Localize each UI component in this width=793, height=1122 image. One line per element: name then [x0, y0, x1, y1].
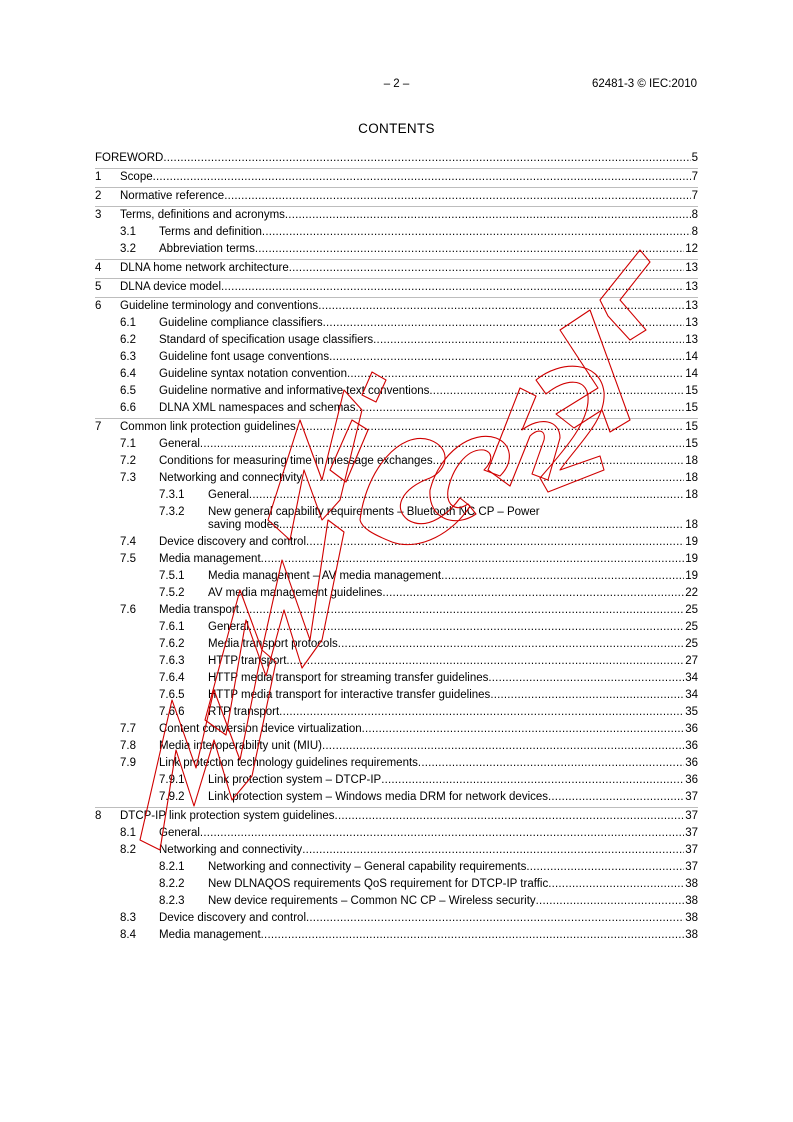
toc-entry-number: 7.5.2 — [159, 587, 185, 599]
toc-leader-dots — [338, 636, 684, 653]
toc-leader-dots — [362, 721, 685, 738]
toc-leader-dots — [355, 400, 684, 417]
toc-entry-number: 7.6.4 — [159, 672, 185, 684]
table-of-contents — [95, 150, 698, 944]
toc-leader-dots — [488, 670, 684, 687]
toc-entry-page: 37 — [685, 844, 698, 856]
toc-leader-dots — [302, 842, 684, 859]
toc-leader-dots — [296, 419, 684, 436]
toc-entry-page: 13 — [685, 334, 698, 346]
toc-leader-dots — [289, 260, 684, 277]
toc-entry-title: Scope — [120, 171, 153, 183]
toc-entry-title: FOREWORD — [95, 152, 164, 164]
toc-entry-page: 7 — [691, 171, 698, 183]
toc-entry-title: General — [208, 621, 249, 633]
toc-entry-page: 8 — [691, 226, 698, 238]
toc-entry[interactable] — [95, 738, 698, 755]
toc-entry-title: Guideline normative and informative text conventions — [159, 385, 430, 397]
toc-entry-page: 25 — [685, 604, 698, 616]
toc-leader-dots — [418, 755, 684, 772]
toc-entry-number: 8.2.1 — [159, 861, 185, 873]
toc-entry-title: Common link protection guidelines — [120, 421, 296, 433]
toc-entry-page: 18 — [685, 455, 698, 467]
toc-entry-number: 7.6.1 — [159, 621, 185, 633]
toc-entry-title: Media transport — [159, 604, 239, 616]
toc-entry-number: 8 — [95, 810, 102, 822]
toc-entry-number: 7.1 — [120, 438, 136, 450]
toc-entry[interactable] — [95, 400, 698, 417]
toc-entry-number: 3.1 — [120, 226, 136, 238]
toc-entry-number: 7.4 — [120, 536, 136, 548]
toc-entry[interactable] — [95, 534, 698, 551]
toc-leader-dots — [262, 224, 691, 241]
toc-leader-dots — [249, 487, 684, 504]
toc-entry[interactable] — [95, 419, 698, 436]
toc-leader-dots — [441, 568, 684, 585]
toc-entry[interactable] — [95, 241, 698, 258]
toc-entry-page: 22 — [685, 587, 698, 599]
toc-entry-title: Media interoperability unit (MIU) — [159, 740, 322, 752]
toc-entry-title: New DLNAQOS requirements QoS requirement for DTCP-IP traffic — [208, 878, 549, 890]
toc-entry[interactable] — [95, 859, 698, 876]
toc-entry-number: 6.3 — [120, 351, 136, 363]
toc-entry-title: HTTP media transport for streaming transfer guidelines — [208, 672, 489, 684]
toc-entry[interactable] — [95, 653, 698, 670]
toc-entry-page: 15 — [685, 421, 698, 433]
toc-entry-title: Guideline syntax notation convention — [159, 368, 347, 380]
toc-entry-title: Media management — [159, 929, 261, 941]
toc-entry-title: RTP transport — [208, 706, 280, 718]
toc-leader-dots — [347, 366, 684, 383]
toc-entry[interactable] — [95, 619, 698, 636]
toc-entry[interactable] — [95, 910, 698, 927]
toc-entry-title: Terms and definition — [159, 226, 262, 238]
toc-entry-page: 38 — [685, 895, 698, 907]
toc-entry-title: AV media management guidelines — [208, 587, 383, 599]
toc-entry-page: 37 — [685, 827, 698, 839]
toc-leader-dots — [239, 602, 684, 619]
toc-entry-title: Standard of specification usage classifiers — [159, 334, 374, 346]
toc-entry-number: 8.1 — [120, 827, 136, 839]
toc-entry[interactable] — [95, 687, 698, 704]
toc-entry-number: 7.3 — [120, 472, 136, 484]
toc-entry-number: 3.2 — [120, 243, 136, 255]
toc-leader-dots — [163, 150, 690, 167]
toc-entry[interactable] — [95, 279, 698, 296]
toc-entry[interactable] — [95, 504, 698, 534]
toc-entry-page: 36 — [685, 757, 698, 769]
toc-entry[interactable] — [95, 876, 698, 893]
toc-entry-page: 7 — [691, 190, 698, 202]
toc-entry-page: 19 — [685, 570, 698, 582]
toc-entry-title-line1: New general capability requirements – Bluetooth NC CP – Power — [208, 506, 540, 518]
toc-entry-title: DTCP-IP link protection system guidelines — [120, 810, 335, 822]
toc-entry-number: 7 — [95, 421, 102, 433]
toc-entry[interactable] — [95, 207, 698, 224]
toc-entry[interactable] — [95, 585, 698, 602]
toc-entry-number: 7.8 — [120, 740, 136, 752]
toc-entry[interactable] — [95, 332, 698, 349]
toc-entry-page: 36 — [685, 774, 698, 786]
toc-entry-title: Abbreviation terms — [159, 243, 255, 255]
toc-entry[interactable] — [95, 436, 698, 453]
toc-entry-title: Link protection technology guidelines requirements — [159, 757, 418, 769]
toc-entry[interactable] — [95, 383, 698, 400]
toc-entry-number: 5 — [95, 281, 102, 293]
toc-entry-number: 7.9.1 — [159, 774, 185, 786]
toc-leader-dots — [306, 534, 684, 551]
toc-entry-title: Guideline terminology and conventions — [120, 300, 319, 312]
toc-entry-number: 7.6 — [120, 604, 136, 616]
toc-entry-title: Conditions for measuring time in message exchanges — [159, 455, 433, 467]
toc-entry[interactable] — [95, 636, 698, 653]
toc-entry-title: Link protection system – DTCP-IP — [208, 774, 382, 786]
toc-entry-number: 7.5 — [120, 553, 136, 565]
toc-entry-number: 8.2.2 — [159, 878, 185, 890]
toc-entry-title: Terms, definitions and acronyms — [120, 209, 285, 221]
toc-leader-dots — [153, 169, 691, 186]
toc-leader-dots — [433, 453, 685, 470]
toc-entry[interactable] — [95, 169, 698, 186]
toc-leader-dots — [306, 910, 684, 927]
toc-entry-number: 7.6.3 — [159, 655, 185, 667]
toc-entry[interactable] — [95, 704, 698, 721]
toc-entry-number: 7.2 — [120, 455, 136, 467]
toc-entry[interactable] — [95, 551, 698, 568]
toc-leader-dots — [548, 876, 684, 893]
toc-entry-page: 38 — [685, 929, 698, 941]
toc-entry-page: 36 — [685, 723, 698, 735]
toc-entry[interactable] — [95, 487, 698, 504]
toc-entry-title: Guideline compliance classifiers — [159, 317, 323, 329]
toc-entry-number: 7.6.5 — [159, 689, 185, 701]
toc-entry-number: 8.4 — [120, 929, 136, 941]
toc-entry-title: Link protection system – Windows media DRM for network devices — [208, 791, 549, 803]
toc-entry-page: 18 — [685, 489, 698, 501]
toc-entry[interactable] — [95, 721, 698, 738]
toc-leader-dots — [255, 241, 684, 258]
toc-entry-number: 6 — [95, 300, 102, 312]
toc-entry[interactable] — [95, 298, 698, 315]
toc-entry-number: 8.3 — [120, 912, 136, 924]
toc-leader-dots — [322, 738, 684, 755]
toc-entry-page: 13 — [685, 262, 698, 274]
toc-entry-title: HTTP media transport for interactive transfer guidelines — [208, 689, 491, 701]
toc-entry-page: 34 — [685, 689, 698, 701]
toc-entry-page: 8 — [691, 209, 698, 221]
toc-entry[interactable] — [95, 224, 698, 241]
toc-entry-page: 13 — [685, 300, 698, 312]
contents-title: CONTENTS — [358, 121, 435, 136]
toc-entry-number: 6.2 — [120, 334, 136, 346]
toc-entry-title: Content conversion device virtualization — [159, 723, 362, 735]
toc-entry[interactable] — [95, 755, 698, 772]
toc-entry-title: saving modes — [208, 519, 279, 531]
toc-leader-dots — [261, 927, 685, 944]
toc-entry-number: 6.5 — [120, 385, 136, 397]
toc-entry-title: Device discovery and control — [159, 912, 307, 924]
toc-entry-number: 7.3.2 — [159, 506, 185, 518]
toc-entry-title: Media management – AV media management — [208, 570, 442, 582]
toc-leader-dots — [221, 279, 684, 296]
toc-leader-dots — [323, 315, 685, 332]
toc-entry-title: DLNA home network architecture — [120, 262, 289, 274]
toc-entry-number: 6.1 — [120, 317, 136, 329]
toc-entry-number: 7.6.2 — [159, 638, 185, 650]
toc-entry[interactable] — [95, 789, 698, 806]
toc-entry[interactable] — [95, 842, 698, 859]
toc-entry[interactable] — [95, 260, 698, 277]
toc-leader-dots — [249, 619, 684, 636]
toc-entry-number: 2 — [95, 190, 102, 202]
toc-leader-dots — [381, 772, 684, 789]
toc-entry-page: 18 — [685, 519, 698, 531]
toc-entry-title: Guideline font usage conventions — [159, 351, 330, 363]
toc-entry[interactable] — [95, 470, 698, 487]
document-id: 62481-3 © IEC:2010 — [591, 78, 697, 90]
toc-entry-title: Networking and connectivity – General capability requirements — [208, 861, 527, 873]
toc-entry-number: 7.3.1 — [159, 489, 185, 501]
toc-entry-page: 19 — [685, 536, 698, 548]
toc-entry-number: 7.6.6 — [159, 706, 185, 718]
toc-leader-dots — [279, 517, 684, 534]
toc-entry[interactable] — [95, 568, 698, 585]
toc-entry[interactable] — [95, 366, 698, 383]
toc-entry-page: 34 — [685, 672, 698, 684]
toc-entry-page: 38 — [685, 912, 698, 924]
toc-leader-dots — [302, 470, 684, 487]
toc-entry[interactable] — [95, 670, 698, 687]
toc-leader-dots — [200, 436, 684, 453]
toc-entry-page: 37 — [685, 810, 698, 822]
toc-entry-title: Networking and connectivity — [159, 844, 303, 856]
toc-entry-page: 38 — [685, 878, 698, 890]
toc-entry-title: General — [159, 438, 200, 450]
toc-entry-title: Networking and connectivity — [159, 472, 303, 484]
toc-entry-number: 8.2 — [120, 844, 136, 856]
toc-entry-title: Media management — [159, 553, 261, 565]
toc-entry[interactable] — [95, 150, 698, 167]
toc-entry-page: 12 — [685, 243, 698, 255]
toc-leader-dots — [279, 704, 684, 721]
toc-leader-dots — [526, 859, 684, 876]
toc-leader-dots — [224, 188, 690, 205]
toc-entry-number: 7.9.2 — [159, 791, 185, 803]
toc-entry[interactable] — [95, 772, 698, 789]
toc-entry-page: 15 — [685, 402, 698, 414]
toc-entry-page: 18 — [685, 472, 698, 484]
toc-entry[interactable] — [95, 808, 698, 825]
toc-entry-number: 7.9 — [120, 757, 136, 769]
toc-entry-page: 14 — [685, 351, 698, 363]
toc-leader-dots — [548, 789, 684, 806]
toc-entry-title: General — [208, 489, 249, 501]
toc-entry-title: Device discovery and control — [159, 536, 307, 548]
toc-entry-title: HTTP transport — [208, 655, 287, 667]
toc-entry-page: 15 — [685, 438, 698, 450]
toc-leader-dots — [382, 585, 684, 602]
toc-leader-dots — [318, 298, 684, 315]
toc-entry-page: 15 — [685, 385, 698, 397]
toc-entry-page: 37 — [685, 861, 698, 873]
toc-leader-dots — [335, 808, 685, 825]
toc-entry-number: 1 — [95, 171, 102, 183]
toc-entry-page: 25 — [685, 638, 698, 650]
toc-leader-dots — [536, 893, 685, 910]
toc-leader-dots — [286, 653, 684, 670]
toc-entry-title: Normative reference — [120, 190, 225, 202]
toc-entry-page: 13 — [685, 317, 698, 329]
toc-entry[interactable] — [95, 927, 698, 944]
toc-entry-number: 4 — [95, 262, 102, 274]
toc-entry-number: 7.7 — [120, 723, 136, 735]
toc-entry-page: 14 — [685, 368, 698, 380]
page-number: – 2 – — [383, 78, 410, 90]
toc-entry[interactable] — [95, 188, 698, 205]
toc-entry[interactable] — [95, 453, 698, 470]
toc-entry-page: 25 — [685, 621, 698, 633]
toc-entry-page: 37 — [685, 791, 698, 803]
toc-entry-number: 3 — [95, 209, 102, 221]
toc-entry-page: 5 — [691, 152, 698, 164]
toc-entry-number: 6.4 — [120, 368, 136, 380]
toc-leader-dots — [261, 551, 685, 568]
toc-leader-dots — [373, 332, 684, 349]
toc-entry-page: 35 — [685, 706, 698, 718]
toc-entry-page: 27 — [685, 655, 698, 667]
toc-entry-page: 19 — [685, 553, 698, 565]
toc-leader-dots — [329, 349, 684, 366]
toc-leader-dots — [429, 383, 684, 400]
toc-entry[interactable] — [95, 349, 698, 366]
toc-leader-dots — [200, 825, 684, 842]
toc-entry-number: 6.6 — [120, 402, 136, 414]
toc-entry[interactable] — [95, 893, 698, 910]
toc-entry-title: Media transport protocols — [208, 638, 338, 650]
toc-entry-title: New device requirements – Common NC CP – Wireless security — [208, 895, 536, 907]
toc-leader-dots — [285, 207, 691, 224]
toc-entry-title: DLNA device model — [120, 281, 221, 293]
toc-entry-title: DLNA XML namespaces and schemas — [159, 402, 356, 414]
toc-leader-dots — [490, 687, 684, 704]
toc-entry[interactable] — [95, 602, 698, 619]
toc-entry-number: 8.2.3 — [159, 895, 185, 907]
toc-entry-number: 7.5.1 — [159, 570, 185, 582]
toc-entry-page: 36 — [685, 740, 698, 752]
toc-entry[interactable] — [95, 825, 698, 842]
toc-entry-title: General — [159, 827, 200, 839]
toc-entry[interactable] — [95, 315, 698, 332]
toc-entry-page: 13 — [685, 281, 698, 293]
